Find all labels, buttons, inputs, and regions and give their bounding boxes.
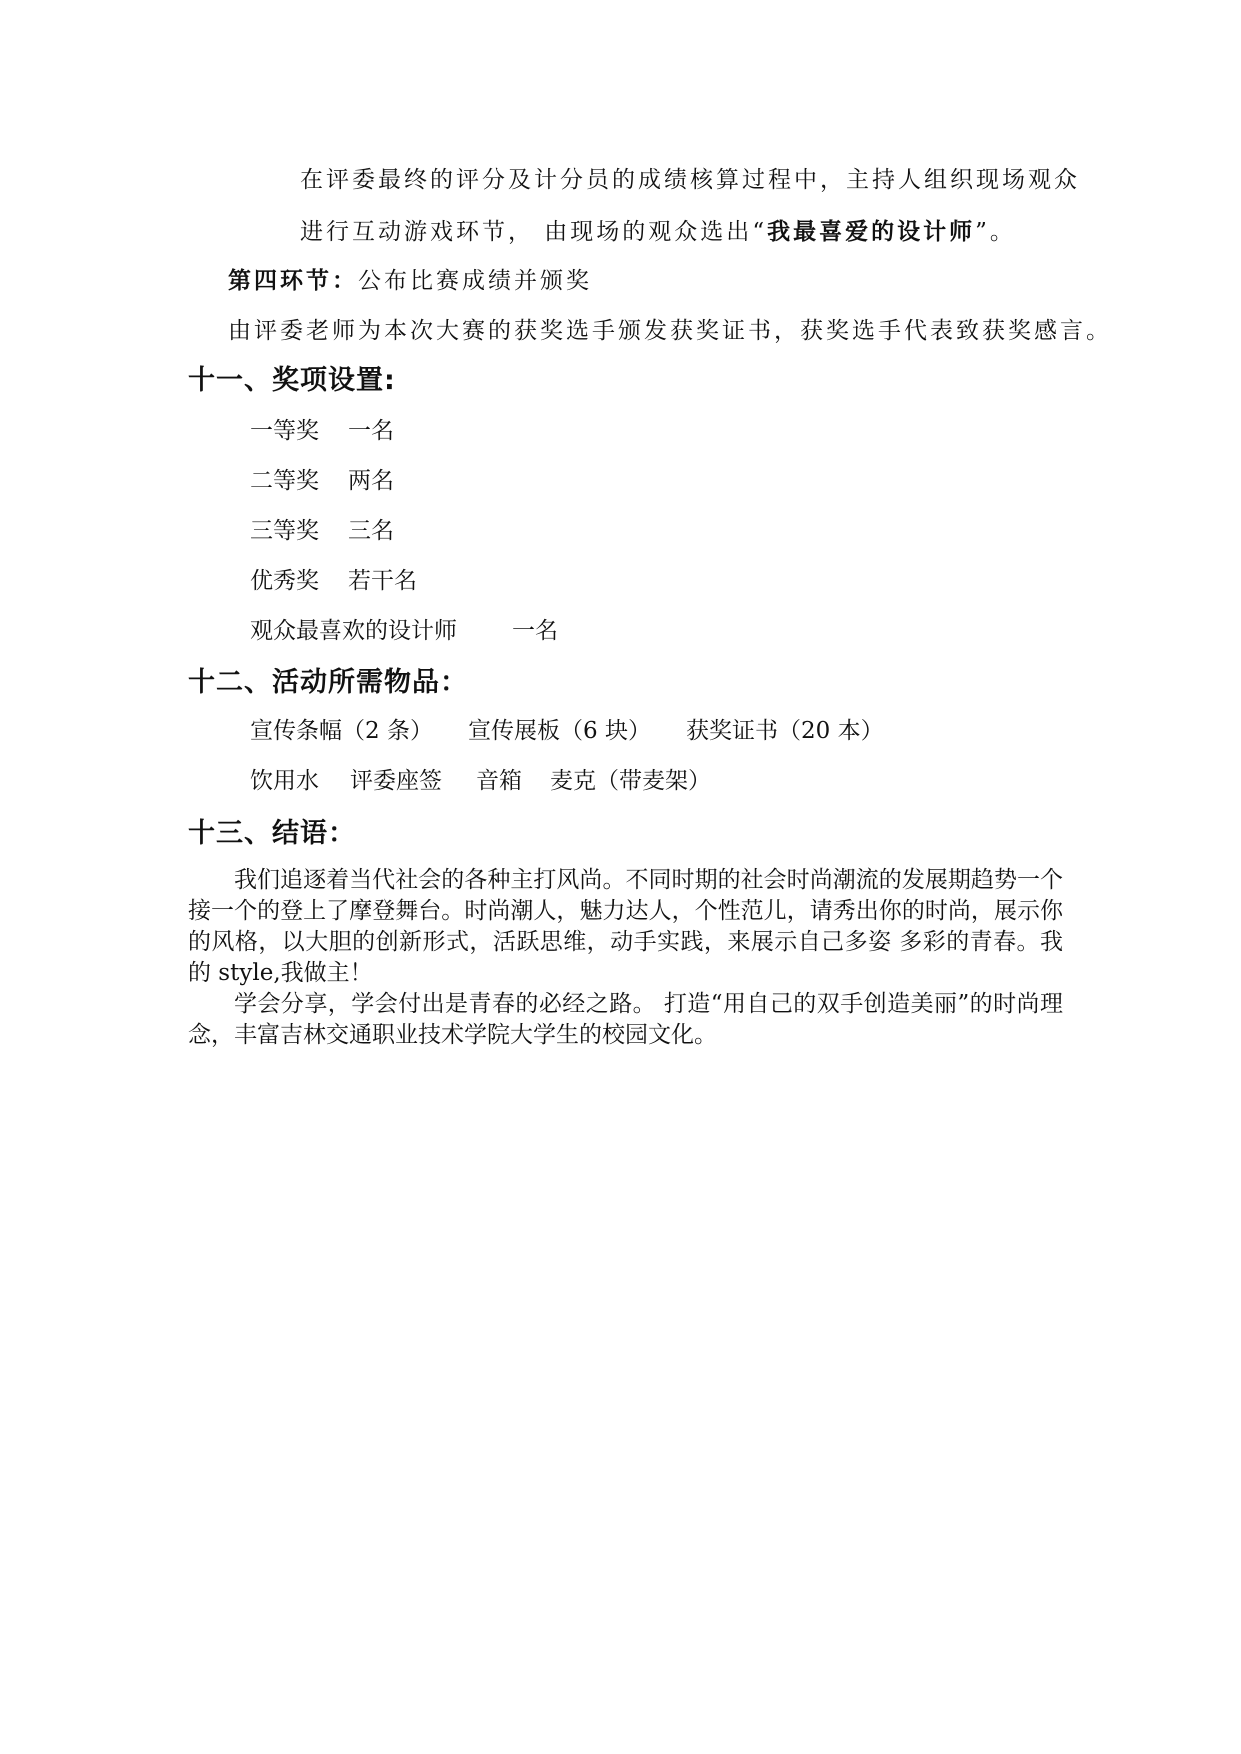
award-row-3 <box>250 516 394 546</box>
stage4-header <box>228 266 592 296</box>
continuation-line-2 <box>300 217 1016 247</box>
award-name: 三等奖 <box>250 518 319 544</box>
section13-heading: 十三、结语： <box>188 818 356 849</box>
award-name: 一等奖 <box>250 418 319 444</box>
award-count: 若干名 <box>348 568 417 594</box>
conclusion-paragraph-1: 我们追逐着当代社会的各种主打风尚。不同时期的社会时尚潮流的发展期趋势一个接一个的登上了摩登舞台。时尚潮人，魅力达人，个性范儿，请秀出你的时尚，展示你的风格，以大胆的创新形式，活跃思维，动手实践，来展示自己多姿 多彩的青春。我的 style,我做主！ <box>188 867 1063 986</box>
supply-item: 饮用水 <box>250 768 319 794</box>
section12-heading: 十二、活动所需物品： <box>188 667 468 698</box>
quote-close: ”。 <box>975 219 1016 245</box>
award-count: 两名 <box>348 468 394 494</box>
continuation-text-2: 进行互动游戏环节， 由现场的观众选出 <box>300 219 753 245</box>
conclusion-body <box>188 865 1063 1051</box>
favorite-designer-emphasis: 我最喜爱的设计师 <box>767 218 976 245</box>
quote-open: “ <box>752 219 768 245</box>
award-row-1 <box>250 416 394 446</box>
continuation-text-1: 在评委最终的评分及计分员的成绩核算过程中，主持人组织现场观众 <box>300 167 1080 193</box>
award-count: 三名 <box>348 518 394 544</box>
award-count: 一名 <box>348 418 394 444</box>
award-row-5 <box>250 616 558 646</box>
conclusion-paragraph-2: 学会分享，学会付出是青春的必经之路。 打造“用自己的双手创造美丽”的时尚理念，丰富吉林交通职业技术学院大学生的校园文化。 <box>188 991 1063 1048</box>
continuation-line-1 <box>300 165 1080 195</box>
award-row-4 <box>250 566 417 596</box>
supply-item: 获奖证书（20 本） <box>686 718 884 744</box>
supply-item: 麦克（带麦架） <box>550 768 711 794</box>
section11-heading: 十一、奖项设置: <box>188 365 396 396</box>
supply-item: 宣传展板（6 块） <box>468 718 651 744</box>
stage4-title: 公布比赛成绩并颁奖 <box>358 268 592 294</box>
supply-item: 评委座签 <box>350 768 442 794</box>
award-name: 优秀奖 <box>250 568 319 594</box>
award-count: 一名 <box>512 618 558 644</box>
stage4-text <box>228 316 1112 346</box>
supplies-row-1 <box>250 716 884 746</box>
supply-item: 宣传条幅（2 条） <box>250 718 433 744</box>
supply-item: 音箱 <box>476 768 522 794</box>
award-name: 二等奖 <box>250 468 319 494</box>
award-name: 观众最喜欢的设计师 <box>250 618 457 644</box>
supplies-row-2 <box>250 766 711 796</box>
award-row-2 <box>250 466 394 496</box>
stage4-description: 由评委老师为本次大赛的获奖选手颁发获奖证书，获奖选手代表致获奖感言。 <box>228 318 1112 344</box>
stage4-label: 第四环节： <box>228 267 358 294</box>
